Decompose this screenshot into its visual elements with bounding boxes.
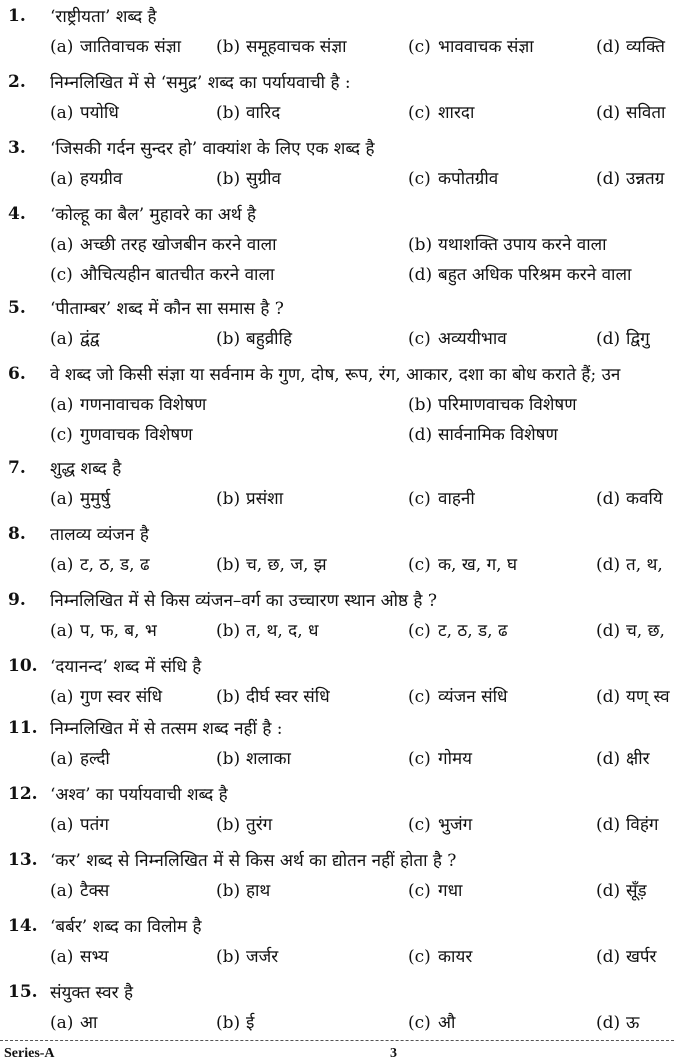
- option-text: भुजंग: [438, 815, 473, 835]
- question-text: ‘कर’ शब्द से निम्नलिखित में से किस अर्थ का द्योतन नहीं होता है ?: [50, 851, 457, 871]
- option-label: (c): [50, 425, 73, 445]
- option-label: (b): [216, 815, 241, 835]
- option-label: (c): [408, 329, 431, 349]
- option-label: (c): [408, 687, 431, 707]
- question-text: निम्नलिखित में से किस व्यंजन–वर्ग का उच्चारण स्थान ओष्ठ है ?: [50, 591, 437, 611]
- answer-option: [50, 232, 277, 255]
- answer-option: [408, 746, 472, 769]
- answer-option: [408, 1010, 455, 1033]
- option-label: (d): [596, 489, 621, 509]
- option-label: (d): [596, 103, 621, 123]
- option-text: ऊ: [626, 1013, 640, 1033]
- option-row: [0, 162, 674, 192]
- option-text: समूहवाचक संज्ञा: [246, 37, 347, 57]
- option-label: (b): [408, 395, 433, 415]
- option-text: च, छ,: [626, 621, 665, 641]
- option-text: प, फ, ब, भ: [80, 621, 157, 641]
- option-text: त, थ, द, ध: [246, 621, 319, 641]
- answer-option: [216, 552, 327, 575]
- question-item: [0, 202, 674, 288]
- option-text: वाहनी: [438, 489, 475, 509]
- question-number: 14.: [8, 916, 38, 936]
- question-text: ‘राष्ट्रीयता’ शब्द है: [50, 7, 157, 27]
- question-item: [0, 654, 674, 710]
- question-text: संयुक्त स्वर है: [50, 983, 134, 1003]
- option-text: परिमाणवाचक विशेषण: [438, 395, 577, 415]
- answer-option: [50, 552, 150, 575]
- answer-option: [50, 392, 206, 415]
- option-row: [0, 1006, 674, 1036]
- option-label: (c): [408, 749, 431, 769]
- option-label: (a): [50, 881, 74, 901]
- option-text: बहुव्रीहि: [246, 329, 293, 349]
- option-label: (a): [50, 103, 74, 123]
- option-text: उन्नतग्र: [626, 169, 665, 189]
- option-row: [0, 614, 674, 644]
- option-text: सुग्रीव: [246, 169, 281, 189]
- option-text: व्यंजन संधि: [438, 687, 508, 707]
- option-text: यण् स्व: [626, 687, 670, 707]
- question-item: [0, 914, 674, 970]
- question-line: [0, 522, 674, 548]
- option-label: (b): [216, 489, 241, 509]
- answer-option: [596, 944, 657, 967]
- question-item: [0, 980, 674, 1036]
- option-text: द्विगु: [626, 329, 650, 349]
- option-label: (a): [50, 1013, 74, 1033]
- option-text: हल्दी: [80, 749, 110, 769]
- option-row: [0, 30, 674, 60]
- option-label: (b): [216, 103, 241, 123]
- option-text: टैक्स: [80, 881, 110, 901]
- option-row: [0, 418, 674, 448]
- option-text: तुरंग: [246, 815, 273, 835]
- question-number: 12.: [8, 784, 38, 804]
- answer-option: [50, 422, 193, 445]
- answer-option: [596, 812, 658, 835]
- page-number: 3: [390, 1046, 397, 1057]
- question-number: 6.: [8, 364, 26, 384]
- option-row: [0, 874, 674, 904]
- option-text: विहंग: [626, 815, 659, 835]
- answer-option: [50, 262, 274, 285]
- option-text: हाथ: [246, 881, 271, 901]
- option-label: (a): [50, 621, 74, 641]
- option-label: (d): [408, 425, 433, 445]
- option-text: पयोधि: [80, 103, 119, 123]
- option-text: ट, ठ, ड, ढ: [438, 621, 508, 641]
- answer-option: [216, 100, 280, 123]
- question-text: ‘बर्बर’ शब्द का विलोम है: [50, 917, 202, 937]
- question-number: 1.: [8, 6, 26, 26]
- option-text: कवयि: [626, 489, 663, 509]
- option-row: [0, 228, 674, 258]
- option-text: शारदा: [438, 103, 475, 123]
- option-text: कायर: [438, 947, 473, 967]
- option-label: (b): [216, 947, 241, 967]
- option-label: (c): [408, 103, 431, 123]
- answer-option: [596, 100, 665, 123]
- question-text: ‘जिसकी गर्दन सुन्दर हो’ वाक्यांश के लिए एक शब्द है: [50, 139, 375, 159]
- answer-option: [216, 166, 281, 189]
- option-label: (b): [216, 329, 241, 349]
- option-text: बहुत अधिक परिश्रम करने वाला: [438, 265, 632, 285]
- answer-option: [50, 944, 108, 967]
- option-row: [0, 680, 674, 710]
- option-text: गणनावाचक विशेषण: [80, 395, 207, 415]
- question-number: 2.: [8, 72, 26, 92]
- question-line: [0, 136, 674, 162]
- option-label: (b): [216, 37, 241, 57]
- option-text: अव्ययीभाव: [438, 329, 507, 349]
- option-label: (a): [50, 555, 74, 575]
- question-item: [0, 522, 674, 578]
- question-number: 11.: [8, 718, 38, 738]
- question-number: 4.: [8, 204, 26, 224]
- answer-option: [408, 812, 472, 835]
- answer-option: [596, 486, 663, 509]
- option-label: (d): [596, 621, 621, 641]
- option-label: (a): [50, 329, 74, 349]
- option-label: (c): [408, 815, 431, 835]
- question-number: 8.: [8, 524, 26, 544]
- question-number: 15.: [8, 982, 38, 1002]
- answer-option: [408, 232, 607, 255]
- option-row: [0, 482, 674, 512]
- answer-option: [216, 878, 270, 901]
- option-row: [0, 548, 674, 578]
- answer-option: [408, 552, 517, 575]
- option-text: जातिवाचक संज्ञा: [80, 37, 182, 57]
- question-line: [0, 456, 674, 482]
- answer-option: [50, 684, 162, 707]
- option-text: सभ्य: [80, 947, 109, 967]
- answer-option: [408, 422, 558, 445]
- option-text: वारिद: [246, 103, 281, 123]
- answer-option: [596, 684, 670, 707]
- question-number: 5.: [8, 298, 26, 318]
- answer-option: [408, 262, 631, 285]
- question-line: [0, 4, 674, 30]
- question-number: 7.: [8, 458, 26, 478]
- question-text: ‘पीताम्बर’ शब्द में कौन सा समास है ?: [50, 299, 284, 319]
- option-label: (a): [50, 37, 74, 57]
- answer-option: [50, 878, 109, 901]
- answer-option: [408, 878, 462, 901]
- option-label: (d): [596, 169, 621, 189]
- option-text: गोमय: [438, 749, 472, 769]
- question-number: 10.: [8, 656, 38, 676]
- option-label: (c): [50, 265, 73, 285]
- question-item: [0, 70, 674, 126]
- option-label: (a): [50, 749, 74, 769]
- option-label: (a): [50, 395, 74, 415]
- option-text: आ: [80, 1013, 98, 1033]
- option-label: (a): [50, 169, 74, 189]
- option-label: (c): [408, 169, 431, 189]
- answer-option: [408, 392, 577, 415]
- answer-option: [408, 944, 472, 967]
- option-label: (b): [408, 235, 433, 255]
- question-item: [0, 4, 674, 60]
- answer-option: [216, 746, 291, 769]
- answer-option: [216, 326, 292, 349]
- question-item: [0, 362, 674, 448]
- series-label: Series-A: [4, 1046, 55, 1057]
- option-text: मुमुर्षु: [80, 489, 111, 509]
- answer-option: [50, 100, 119, 123]
- option-text: पतंग: [80, 815, 109, 835]
- option-row: [0, 940, 674, 970]
- option-label: (c): [408, 1013, 431, 1033]
- answer-option: [596, 746, 650, 769]
- question-line: [0, 70, 674, 96]
- option-label: (d): [596, 687, 621, 707]
- option-text: शलाका: [246, 749, 291, 769]
- answer-option: [216, 812, 272, 835]
- option-label: (b): [216, 169, 241, 189]
- option-label: (c): [408, 37, 431, 57]
- answer-option: [50, 326, 100, 349]
- question-number: 9.: [8, 590, 26, 610]
- question-line: [0, 202, 674, 228]
- answer-option: [596, 1010, 639, 1033]
- option-text: त, थ,: [626, 555, 663, 575]
- answer-option: [50, 1010, 97, 1033]
- option-label: (b): [216, 749, 241, 769]
- answer-option: [596, 878, 647, 901]
- question-item: [0, 136, 674, 192]
- question-item: [0, 296, 674, 352]
- question-item: [0, 456, 674, 512]
- question-text: ‘अश्व’ का पर्यायवाची शब्द है: [50, 785, 228, 805]
- answer-option: [408, 326, 507, 349]
- answer-option: [408, 34, 534, 57]
- option-label: (d): [596, 947, 621, 967]
- question-line: [0, 848, 674, 874]
- option-text: हयग्रीव: [80, 169, 123, 189]
- option-label: (d): [596, 555, 621, 575]
- option-text: सार्वनामिक विशेषण: [438, 425, 558, 445]
- option-label: (d): [408, 265, 433, 285]
- answer-option: [216, 34, 347, 57]
- answer-option: [50, 746, 110, 769]
- question-number: 13.: [8, 850, 38, 870]
- answer-option: [50, 34, 181, 57]
- answer-option: [596, 326, 650, 349]
- answer-option: [216, 1010, 254, 1033]
- option-text: दीर्घ स्वर संधि: [246, 687, 330, 707]
- answer-option: [216, 944, 278, 967]
- option-text: औचित्यहीन बातचीत करने वाला: [80, 265, 275, 285]
- question-item: [0, 716, 674, 772]
- answer-option: [50, 618, 157, 641]
- question-line: [0, 716, 674, 742]
- answer-option: [408, 684, 507, 707]
- answer-option: [216, 486, 283, 509]
- question-line: [0, 588, 674, 614]
- option-text: खर्पर: [626, 947, 657, 967]
- option-text: व्यक्ति: [626, 37, 665, 57]
- option-text: सूँड़: [626, 881, 647, 901]
- option-label: (a): [50, 687, 74, 707]
- answer-option: [596, 166, 664, 189]
- option-label: (c): [408, 621, 431, 641]
- option-text: अच्छी तरह खोजबीन करने वाला: [80, 235, 277, 255]
- option-row: [0, 808, 674, 838]
- question-line: [0, 296, 674, 322]
- option-label: (c): [408, 489, 431, 509]
- question-number: 3.: [8, 138, 26, 158]
- option-label: (a): [50, 235, 74, 255]
- question-line: [0, 362, 674, 388]
- question-text: निम्नलिखित में से ‘समुद्र’ शब्द का पर्यायवाची है :: [50, 73, 351, 93]
- option-label: (d): [596, 881, 621, 901]
- question-text: ‘कोल्हू का बैल’ मुहावरे का अर्थ है: [50, 205, 257, 225]
- option-text: यथाशक्ति उपाय करने वाला: [438, 235, 607, 255]
- option-label: (b): [216, 1013, 241, 1033]
- question-text: ‘दयानन्द’ शब्द में संधि है: [50, 657, 202, 677]
- option-label: (b): [216, 621, 241, 641]
- question-text: वे शब्द जो किसी संज्ञा या सर्वनाम के गुण, दोष, रूप, रंग, आकार, दशा का बोध कराते हैं; उन: [50, 365, 621, 385]
- answer-option: [50, 486, 110, 509]
- answer-option: [408, 100, 474, 123]
- option-label: (d): [596, 749, 621, 769]
- answer-option: [408, 166, 498, 189]
- option-label: (d): [596, 1013, 621, 1033]
- option-row: [0, 742, 674, 772]
- answer-option: [50, 812, 109, 835]
- option-label: (c): [408, 555, 431, 575]
- footer-divider: [0, 1040, 674, 1041]
- question-text: निम्नलिखित में से तत्सम शब्द नहीं है :: [50, 719, 283, 739]
- option-label: (d): [596, 329, 621, 349]
- question-line: [0, 980, 674, 1006]
- answer-option: [596, 34, 665, 57]
- option-text: गुण स्वर संधि: [80, 687, 163, 707]
- option-text: गुणवाचक विशेषण: [80, 425, 193, 445]
- option-row: [0, 322, 674, 352]
- option-text: औ: [438, 1013, 456, 1033]
- option-label: (b): [216, 555, 241, 575]
- option-text: भाववाचक संज्ञा: [438, 37, 534, 57]
- answer-option: [408, 486, 475, 509]
- option-label: (c): [408, 947, 431, 967]
- option-row: [0, 96, 674, 126]
- question-line: [0, 654, 674, 680]
- question-item: [0, 588, 674, 644]
- question-item: [0, 848, 674, 904]
- question-line: [0, 782, 674, 808]
- question-item: [0, 782, 674, 838]
- option-text: क्षीर: [626, 749, 650, 769]
- option-label: (d): [596, 815, 621, 835]
- option-label: (a): [50, 947, 74, 967]
- option-text: गधा: [438, 881, 463, 901]
- option-label: (d): [596, 37, 621, 57]
- question-text: तालव्य व्यंजन है: [50, 525, 149, 545]
- option-text: सविता: [626, 103, 666, 123]
- option-text: द्वंद्व: [80, 329, 100, 349]
- option-label: (a): [50, 489, 74, 509]
- option-text: क, ख, ग, घ: [438, 555, 518, 575]
- option-row: [0, 388, 674, 418]
- answer-option: [50, 166, 122, 189]
- option-text: जर्जर: [246, 947, 279, 967]
- option-label: (b): [216, 687, 241, 707]
- option-text: ई: [246, 1013, 255, 1033]
- option-text: प्रसंशा: [246, 489, 284, 509]
- option-row: [0, 258, 674, 288]
- option-label: (b): [216, 881, 241, 901]
- answer-option: [216, 618, 318, 641]
- answer-option: [408, 618, 508, 641]
- option-label: (c): [408, 881, 431, 901]
- question-line: [0, 914, 674, 940]
- answer-option: [216, 684, 330, 707]
- option-text: ट, ठ, ड, ढ: [80, 555, 150, 575]
- answer-option: [596, 552, 663, 575]
- question-text: शुद्ध शब्द है: [50, 459, 122, 479]
- answer-option: [596, 618, 665, 641]
- option-text: च, छ, ज, झ: [246, 555, 327, 575]
- option-text: कपोतग्रीव: [438, 169, 499, 189]
- option-label: (a): [50, 815, 74, 835]
